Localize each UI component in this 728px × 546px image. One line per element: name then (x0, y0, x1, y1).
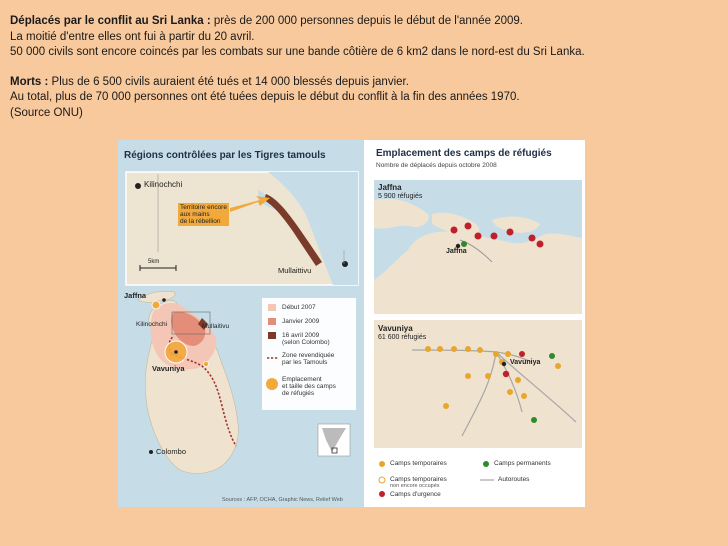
legend-non-encore-occupes: non encore occupés (390, 483, 440, 489)
intro-line-4 (10, 75, 710, 91)
intro-text (10, 14, 710, 121)
inset-label-mullaittivu: Mullaittivu (278, 266, 312, 275)
vavuniya-camp-temporaire (555, 363, 561, 369)
intro-line-3: 50 000 civils sont encore coincés par les combats sur une bande côtière de 6 km2 dans le nord-est du Sri Lanka. (10, 46, 585, 58)
intro-line-4-rest: Plus de 6 500 civils auraient été tués et 14 000 blessés depuis janvier. (48, 75, 409, 88)
vavuniya-refugee-count: 61 600 réfugiés (378, 334, 427, 341)
legend-camps-temporaires-non: Camps temporaires (390, 476, 447, 483)
legend-camps-permanents: Camps permanents (494, 460, 551, 467)
vavuniya-region-name: Vavuniya (378, 324, 413, 333)
vavuniya-camp-urgence (519, 351, 525, 357)
inset-mullaittivu-marker (342, 261, 348, 267)
intro-line-1 (10, 14, 710, 30)
intro-line-6: (Source ONU) (10, 106, 83, 119)
vavuniya-camp-temporaire (437, 346, 443, 352)
intro-heading-morts: Morts : (10, 75, 49, 88)
vavuniya-camp-temporaire (451, 346, 457, 352)
vavuniya-camp-temporaire (465, 373, 471, 379)
legend-autoroutes: Autoroutes (498, 476, 530, 483)
inset-scale-label: 5km (148, 259, 160, 265)
legend-emplacement-camps: Emplacement et taille des camps de réfugiés (282, 376, 336, 397)
legend-debut-2007: Début 2007 (282, 304, 316, 311)
vavuniya-camp-urgence (503, 371, 509, 377)
camp-bubble-jaffna (152, 301, 160, 309)
vavuniya-camp-temporaire (465, 346, 471, 352)
vavuniya-camp-temporaire (425, 346, 431, 352)
vavuniya-camp-permanent (531, 417, 537, 423)
legend-zone-revendiquee: Zone revendiquée par les Tamouls (282, 352, 335, 366)
jaffna-camp-urgence (451, 227, 458, 234)
legend-avril-2009: 16 avril 2009 (selon Colombo) (282, 332, 330, 346)
jaffna-camp-urgence (529, 235, 536, 242)
legend-camps-urgence: Camps d'urgence (390, 491, 441, 498)
label-jaffna: Jaffna (124, 291, 147, 300)
label-colombo: Colombo (156, 447, 187, 456)
jaffna-camp-urgence (465, 223, 472, 230)
inset-label-territoire: Territoire encore aux mains de la rébellion (180, 204, 227, 225)
intro-line-2: La moitié d'entre elles ont fui à partir du 20 avril. (10, 30, 255, 43)
jaffna-refugee-count: 5 900 réfugiés (378, 193, 423, 200)
label-vavuniya: Vavuniya (152, 364, 185, 373)
jaffna-city-label: Jaffna (446, 248, 467, 255)
jaffna-camp-permanent (461, 241, 467, 247)
legend-janvier-2009: Janvier 2009 (282, 318, 320, 325)
vavuniya-camp-temporaire (507, 389, 513, 395)
colombo-marker (149, 450, 153, 454)
vavuniya-camp-temporaire (515, 377, 521, 383)
right-map-panel (372, 140, 585, 507)
jaffna-camp-urgence (491, 233, 498, 240)
intro-heading-deplaces: Déplacés par le conflit au Sri Lanka : (10, 15, 211, 27)
sources-credit: Sources : AFP, OCHA, Graphic News, Relief Web (222, 497, 343, 503)
label-kilinochchi: Kilinochchi (136, 321, 168, 328)
legend-camps-temporaires: Camps temporaires (390, 460, 447, 467)
vavuniya-camp-temporaire (493, 351, 499, 357)
vavuniya-city-marker (502, 362, 506, 366)
vavuniya-camp-temporaire (485, 373, 491, 379)
intro-line-1-rest: près de 200 000 personnes depuis le début de l'année 2009. (210, 15, 523, 27)
jaffna-camp-urgence (475, 233, 482, 240)
left-map-title: Régions contrôlées par les Tigres tamouls (124, 150, 326, 161)
left-map-panel (118, 140, 364, 507)
infographic (118, 140, 585, 507)
jaffna-region-name: Jaffna (378, 183, 402, 192)
vavuniya-camp-temporaire (477, 347, 483, 353)
right-map-subtitle: Nombre de déplacés depuis octobre 2008 (376, 162, 497, 169)
vavuniya-city-label: Vavuniya (510, 359, 541, 366)
vavuniya-camp-permanent (549, 353, 555, 359)
jaffna-camp-urgence (507, 229, 514, 236)
inset-kilinochchi-marker (135, 183, 141, 189)
jaffna-camp-urgence (537, 241, 544, 248)
label-mullaitivu: Mullaitivu (202, 323, 230, 330)
intro-line-5: Au total, plus de 70 000 personnes ont été tuées depuis le début du conflit à la fin des années 1970. (10, 91, 520, 103)
vavuniya-camp-temporaire (521, 393, 527, 399)
vavuniya-camp-temporaire (443, 403, 449, 409)
vavuniya-camp-temporaire (505, 351, 511, 357)
right-map-title: Emplacement des camps de réfugiés (376, 148, 552, 159)
inset-label-kilinochchi: Kilinochchi (144, 180, 183, 189)
